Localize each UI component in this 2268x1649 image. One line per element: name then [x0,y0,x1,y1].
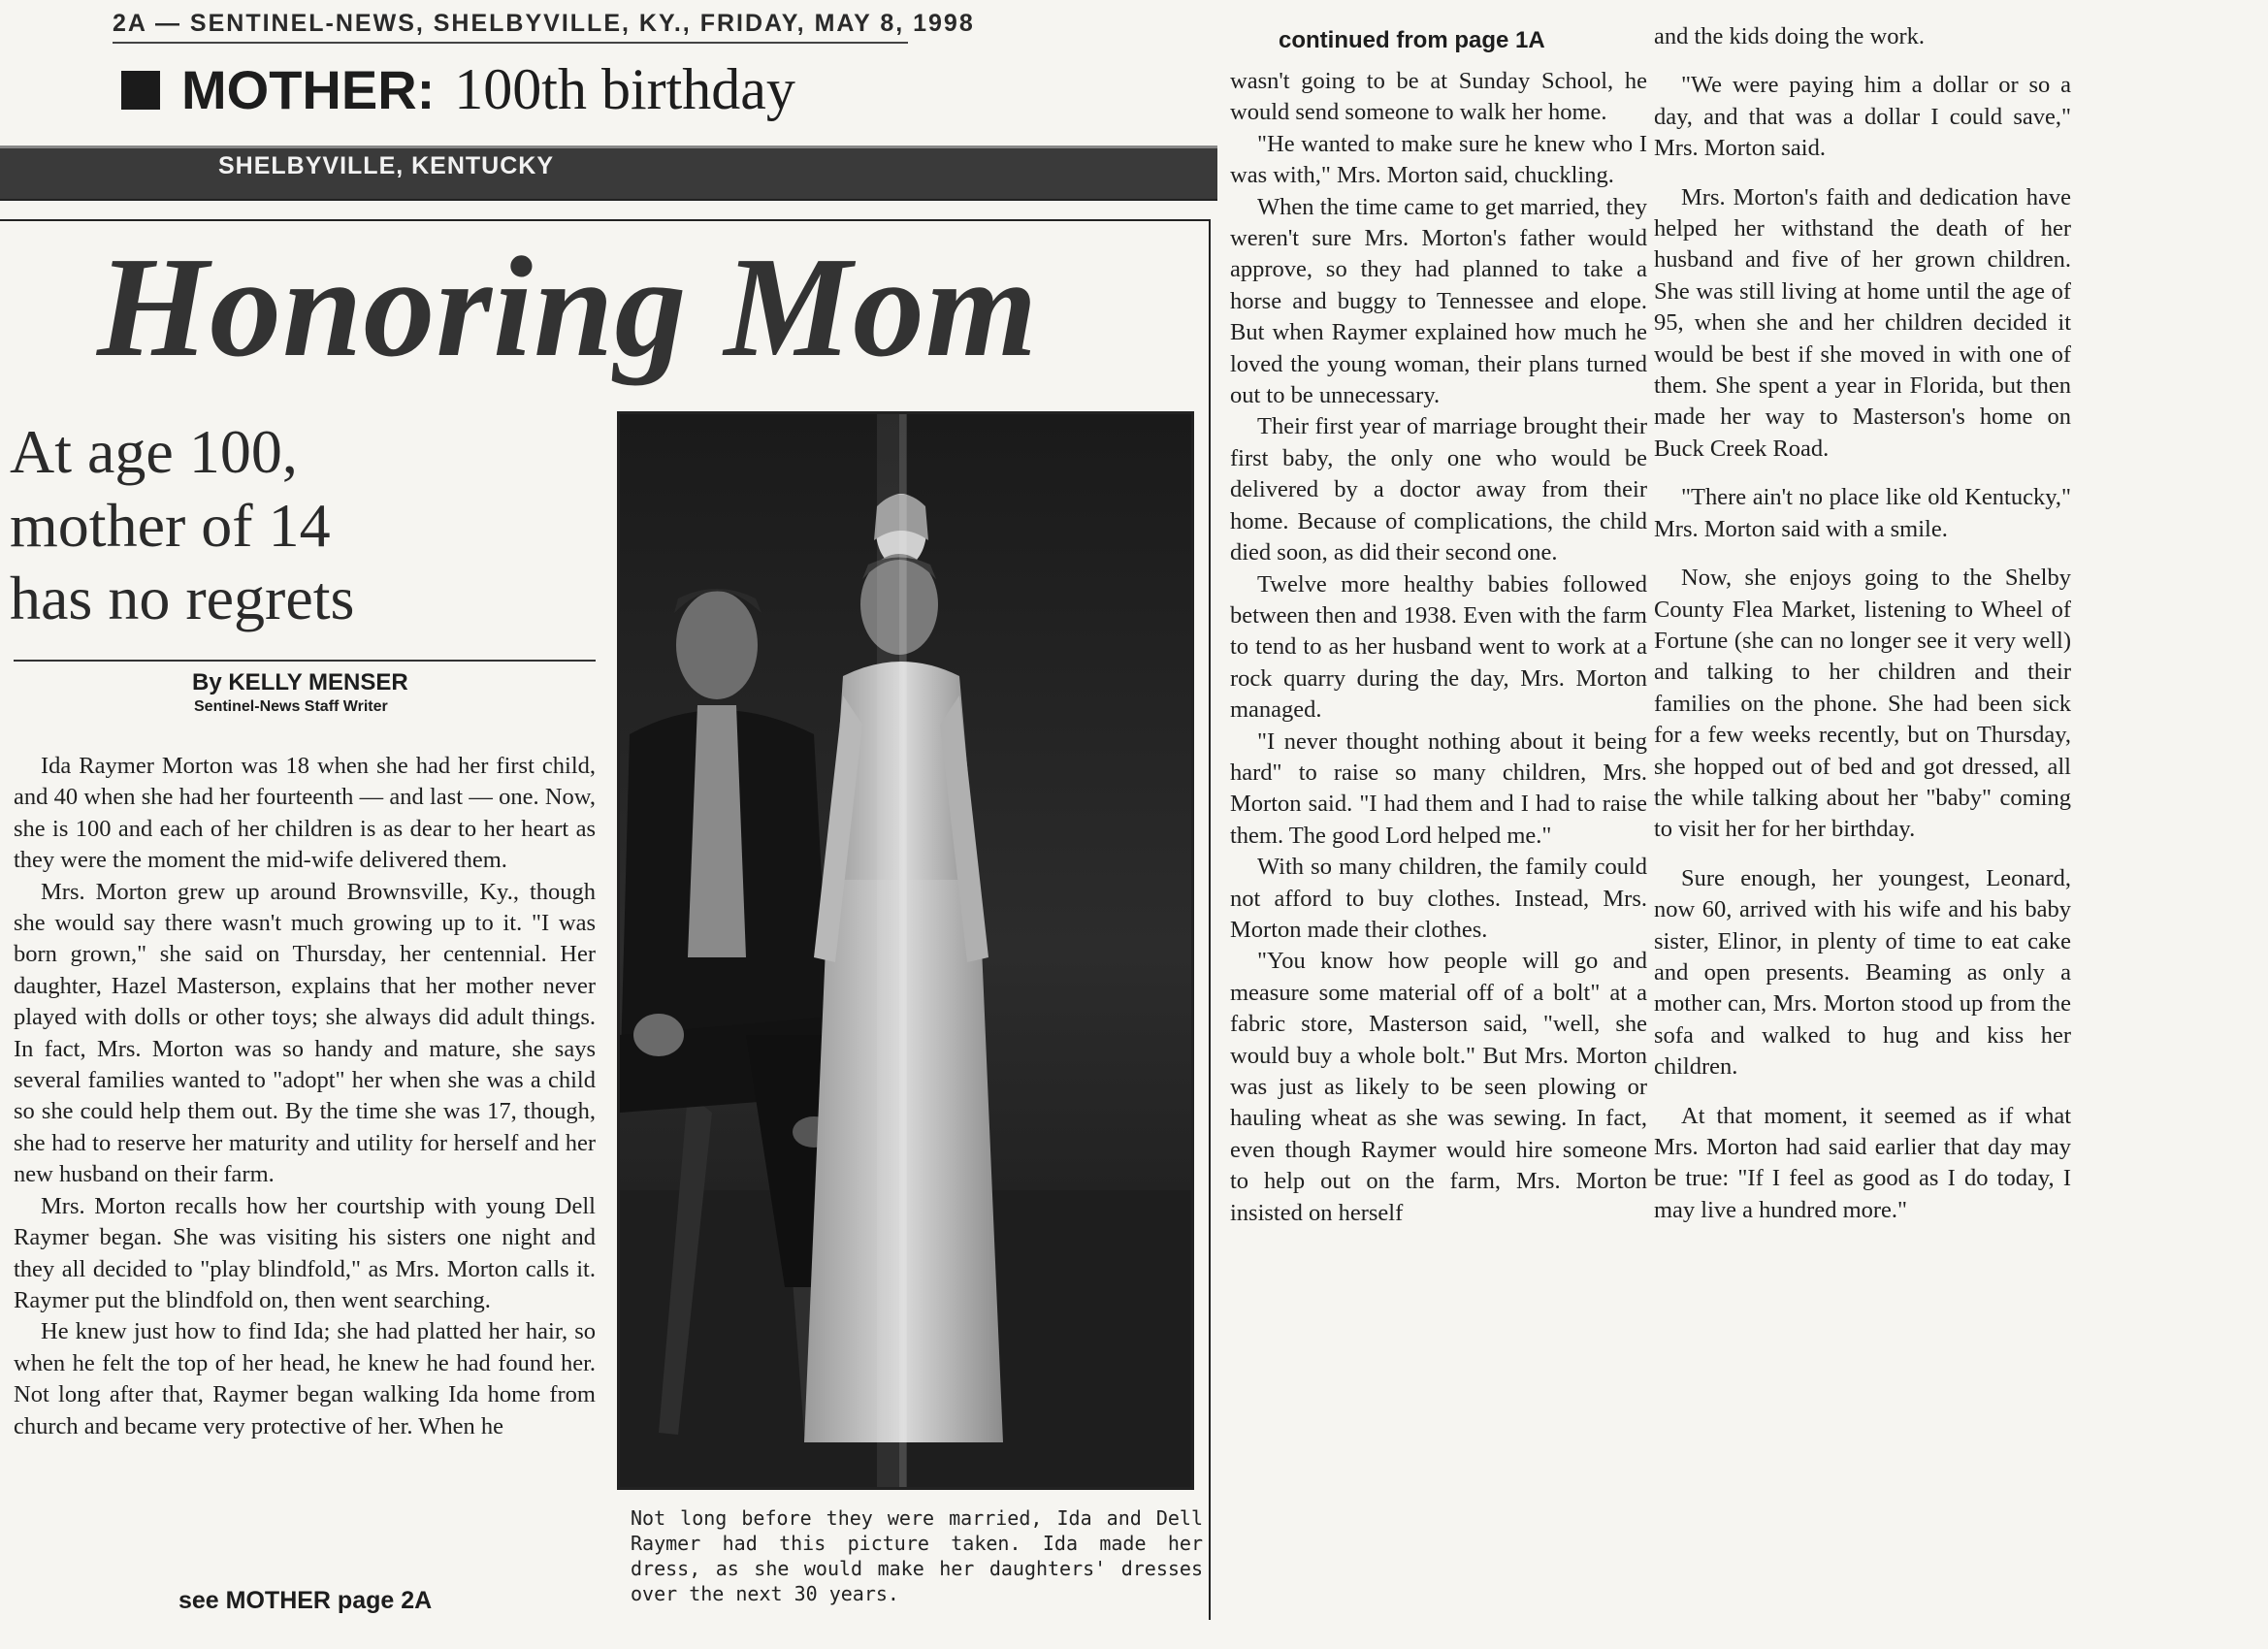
dateline: SHELBYVILLE, KENTUCKY [218,152,555,179]
couple-photo-image [620,414,1191,1487]
article-paragraph: Mrs. Morton grew up around Brownsville, Ky., though she would say there wasn't much growing up to it. "I was born grown," she said on Thursday, her centennial. Her daughter, Hazel Masterson, explains that her mother never played with dolls or other toys; she always did adult things. In fact, Mrs. Morton was so handy and mature, she says several families wanted to "adopt" her when she was a child so she could help them out. By the time she was 17, though, she had to reserve her maturity and utility for herself and her new husband on their farm. [14,878,596,1188]
article-paragraph: When the time came to get married, they weren't sure Mrs. Morton's father would approve, so they had planned to take a horse and buggy to Tennessee and elope. But when Raymer explained how much he loved the young woman, their plans turned out to be unnecessary. [1230,193,1647,409]
byline-rule [14,660,596,662]
byline-title: Sentinel-News Staff Writer [194,698,388,715]
article-paragraph: "We were paying him a dollar or so a day, and that was a dollar I could save," Mrs. Morton said. [1654,72,2071,162]
article-paragraph: Ida Raymer Morton was 18 when she had her first child, and 40 when she had her fourteenth — and last — one. Now, she is 100 and each of her children is as dear to her heart as they were the moment the mid-wife delivered them. [14,753,596,874]
kicker-topic: 100th birthday [454,57,795,121]
subheadline-line: mother of 14 [10,490,331,560]
headline: Honoring Mom [97,228,1039,387]
article-paragraph: With so many children, the family could not afford to buy clothes. Instead, Mrs. Morton made their clothes. [1230,854,1647,943]
article-paragraph: Mrs. Morton's faith and dedication have helped her withstand the death of her husband and five of her grown children. She was still living at home until the age of 95, when she and her children decided it would be best if she moved in with one of them. She spent a year in Florida, but then made her way to Masterson's home on Buck Creek Road. [1654,183,2071,462]
article-paragraph: "I never thought nothing about it being hard" to raise so many children, Mrs. Morton said. "I had them and I had to raise them. The good Lord helped me." [1230,728,1647,849]
article-paragraph: He knew just how to find Ida; she had platted her hair, so when he felt the top of her head, he knew he had found her. Not long after that, Raymer began walking Ida home from church and became very protective of her. When he [14,1318,596,1439]
article-paragraph: Twelve more healthy babies followed between then and 1938. Even with the farm to tend to as her husband went to work at a rock quarry during the day, Mrs. Morton managed. [1230,570,1647,724]
article-paragraph: Sure enough, her youngest, Leonard, now 60, arrived with his wife and his baby sister, Elinor, in plenty of time to eat cake and open presents. Beaming as only a mother can, Mrs. Morton stood up from the sofa and walked to hug and kiss her children. [1654,864,2071,1081]
article-column-4 [1654,21,2071,1593]
article-paragraph: "There ain't no place like old Kentucky," Mrs. Morton said with a smile. [1654,484,2071,542]
article-paragraph: wasn't going to be at Sunday School, he would send someone to walk her home. [1230,68,1647,126]
wedding-photo [617,411,1194,1490]
photo-caption: Not long before they were married, Ida and Dell Raymer had this picture taken. Ida made her dress, as she would make her daughters' dresses over the next 30 years. [631,1506,1203,1605]
byline: By KELLY MENSER [192,669,408,695]
section-kicker [121,56,795,123]
continued-line: continued from page 1A [1279,27,1545,53]
subheadline-line: At age 100, [10,417,298,486]
jump-line: see MOTHER page 2A [178,1587,433,1614]
kicker-square-icon [121,71,160,110]
article-paragraph: Mrs. Morton recalls how her courtship with young Dell Raymer began. She was visiting his sisters one night and they all decided to "play blindfold," as Mrs. Morton calls it. Raymer put the blindfold on, then went searching. [14,1192,596,1313]
subheadline-line: has no regrets [10,564,355,633]
article-paragraph: Now, she enjoys going to the Shelby County Flea Market, listening to Wheel of Fortune (she can no longer see it very well) and talking to her children and their families on the phone. She had been sick for a few weeks recently, but on Thursday, she hopped out of bed and got dressed, all the while talking about her "baby" coming to visit her for her birthday. [1654,565,2071,843]
article-paragraph: "You know how people will go and measure some material off of a bolt" at a fabric store, Masterson said, "well, she would buy a whole bolt." But Mrs. Morton was just as likely to be seen plowing or hauling wheat as she was sewing. In fact, even though Raymer would hire someone to help out on the farm, Mrs. Morton insisted on herself [1230,948,1647,1226]
article-column-1 [14,751,596,1566]
subheadline [10,415,592,635]
article-paragraph: At that moment, it seemed as if what Mrs. Morton had said earlier that day may be true: "If I feel as good as I do today, I may live a hundred more." [1654,1102,2071,1223]
kicker-label: MOTHER: [181,59,436,120]
article-paragraph: Their first year of marriage brought their first baby, the only one who would be delivered by a doctor away from their home. Because of complications, the child died soon, as did their second one. [1230,413,1647,566]
article-paragraph: "He wanted to make sure he knew who I was with," Mrs. Morton said, chuckling. [1230,130,1647,189]
dateline-bar [0,146,1217,201]
article-column-3 [1230,66,1647,1579]
article-paragraph: and the kids doing the work. [1654,23,1925,49]
masthead: 2A — SENTINEL-NEWS, SHELBYVILLE, KY., FRIDAY, MAY 8, 1998 [113,10,908,44]
